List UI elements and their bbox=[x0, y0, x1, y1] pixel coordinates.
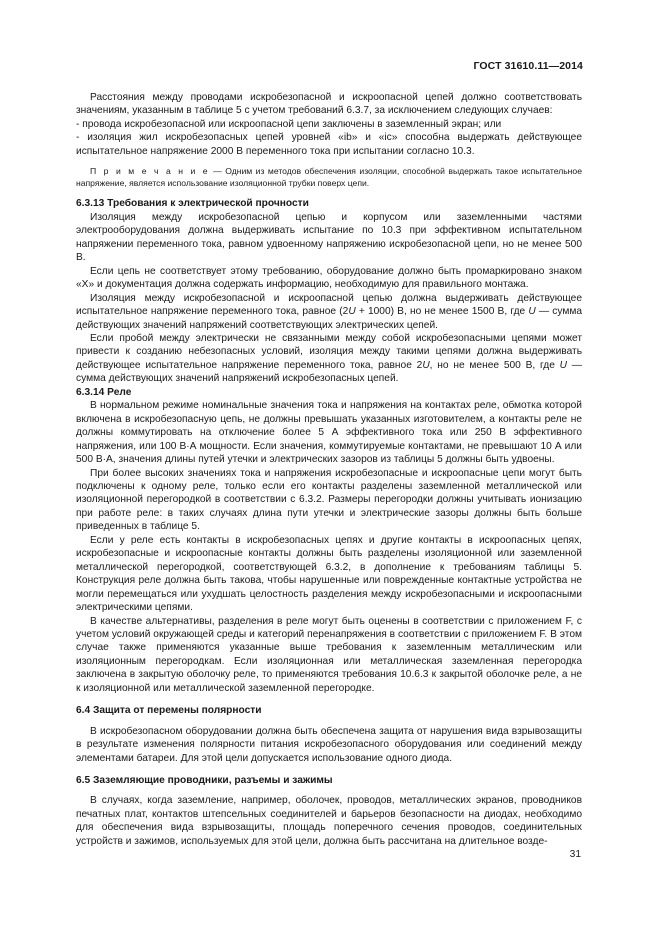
text-run: + 1000) В, но не менее 1500 В, где bbox=[355, 306, 529, 318]
text-run: Изоляция между искробезопасной и искроопасной цепью должна выдерживать действующее испытательное напряжение переменного тока, равное (2 bbox=[76, 292, 582, 318]
text-run: — сумма действующих значений напряжений соответствующих электрических цепей. bbox=[76, 306, 582, 331]
paragraph: Если у реле есть контакты в искробезопасных цепях и другие контакты в искроопасных цепях, искробезопасные и искроопасные контакты должны быть разделены изоляционной или заземленной металлической перегородкой, соответствующей 6.3.2, в дополнение к требованиям таблицы 5. Конструкция реле должна быть такова, чтобы нарушенные или поврежденные контактные устройства не могли перемещаться или ухудшать целостность разделения между искробезопасными и искроопасными электрическими цепями. bbox=[76, 534, 582, 614]
intro-list-item-1 bbox=[76, 118, 582, 131]
paragraph: В нормальном режиме номинальные значения тока и напряжения на контактах реле, обмотка которой включена в искробезопасную цепь, не должны превышать указанных изготовителем, а контакты реле не должны коммутировать на отключение более 5 А эффективного тока или 250 В эффективного напряжения, или 100 В·А мощности. Если значения, коммутируемые контактами, не превышают 10 А или 500 В·А, значения длины путей утечки и электрических зазоров из таблицы 5 должны быть удвоены. bbox=[76, 400, 582, 466]
list-item-text: - провода искробезопасной или искроопасной цепи заключены в заземленный экран; или bbox=[76, 118, 502, 130]
paragraph: Если цепь не соответствует этому требованию, оборудование должно быть промаркировано знаком «Х» и документация должна содержать информацию, необходимую для правильного монтажа. bbox=[76, 265, 582, 291]
section-heading-6-3-14: 6.3.14 Реле bbox=[76, 386, 132, 398]
text-run: Если пробой между электрически не связанными между собой искробезопасными цепями может привести к созданию небезопасных условий, изоляция между такими цепями должна выдерживать действующее испытательное напряжение переменного тока, равное 2 bbox=[76, 332, 582, 371]
variable-u: U bbox=[422, 359, 430, 371]
variable-u: U bbox=[559, 359, 568, 371]
note-label: П р и м е ч а н и е bbox=[90, 166, 210, 177]
section-heading-6-3-13: 6.3.13 Требования к электрической прочности bbox=[76, 198, 309, 210]
text-run: , но не менее 500 В, где bbox=[429, 359, 560, 371]
section-heading-6-4: 6.4 Защита от перемены полярности bbox=[76, 705, 262, 717]
text-run: — сумма действующих значений напряжений искробезопасных цепей. bbox=[76, 359, 582, 385]
list-item-text: - изоляция жил искробезопасных цепей уровней «ib» и «ic» способна выдержать действующее испытательное напряжение 2000 В переменного тока при испытании согласно 10.3. bbox=[76, 132, 582, 157]
page-content bbox=[76, 91, 582, 848]
note-text: — Одним из методов обеспечения изоляции, способной выдержать такое испытательное напряжение, является использование изоляционной трубки поверх цепи. bbox=[76, 166, 582, 188]
paragraph: Изоляция между искробезопасной цепью и корпусом или заземленными частями электрооборудования должна выдерживать испытание по 10.3 при эффективном испытательном напряжении переменного тока, равном удвоенному напряжению искробезопасной цепи, но не менее 500 В. bbox=[76, 211, 582, 264]
paragraph: В случаях, когда заземление, например, оболочек, проводов, металлических экранов, проводников печатных плат, контактов штепсельных соединителей и барьеров безопасности на диодах, необходимо для обеспечения вида взрывозащиты, площадь поперечного сечения проводов, соединительных устройств и зажимов, используемых для этой цели, должна быть рассчитана на длительное возде- bbox=[76, 795, 582, 847]
document-header: ГОСТ 31610.11—2014 bbox=[473, 60, 583, 72]
paragraph: При более высоких значениях тока и напряжения искробезопасные и искроопасные цепи могут быть подключены к одному реле, только если его контакты разделены заземленной металлической или изоляционной перегородкой в соответствии с 6.3.2. Размеры перегородки должны учитывать ионизацию при работе реле: в таких случаях длина пути утечки и электрические зазоры должны быть больше приведенных в таблице 5. bbox=[76, 467, 582, 533]
variable-u: U bbox=[348, 306, 356, 318]
paragraph: В искробезопасном оборудовании должна быть обеспечена защита от нарушения вида взрывозащиты в результате изменения полярности питания искробезопасного оборудования или соединений между элементами батареи. Для этой цели допускается использование одного диода. bbox=[76, 725, 582, 764]
note-paragraph bbox=[76, 166, 582, 189]
intro-list-item-2 bbox=[76, 131, 582, 158]
paragraph bbox=[76, 292, 582, 332]
paragraph bbox=[76, 332, 582, 386]
section-heading-6-5: 6.5 Заземляющие проводники, разъемы и зажимы bbox=[76, 775, 333, 787]
page-number: 31 bbox=[569, 849, 581, 860]
variable-u: U bbox=[528, 306, 536, 318]
intro-paragraph: Расстояния между проводами искробезопасной и искроопасной цепей должно соответствовать значениям, указанным в таблице 5 с учетом требований 6.3.7, за исключением следующих случаев: bbox=[76, 92, 582, 117]
paragraph: В качестве альтернативы, разделения в реле могут быть оценены в соответствии с приложением F, с учетом условий окружающей среды и категорий перенапряжения в соответствии с приложением F. В этом случае также применяются указанные выше требования к заземленным металлическим или изоляционным перегородкам. Если изоляционная или металлическая заземленная перегородка заключена в закрытую оболочку реле, то применяются требования 10.6.3 к закрытой оболочке реле, а не к изоляционной или металлической заземленной перегородке. bbox=[76, 615, 582, 694]
